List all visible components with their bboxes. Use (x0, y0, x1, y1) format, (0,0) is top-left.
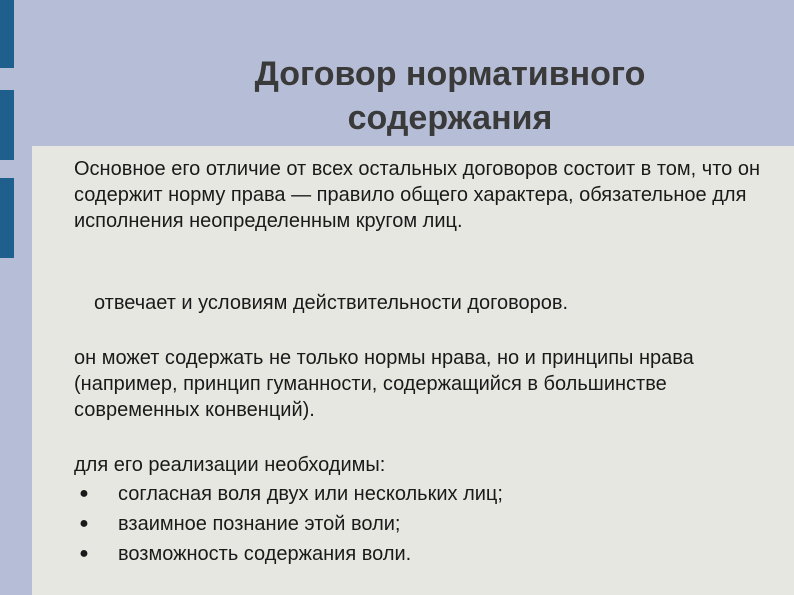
paragraph-requirements-intro: для его реализации необходимы: (74, 454, 386, 476)
list-item (74, 479, 774, 509)
list-item (74, 509, 774, 539)
accent-bar-top (0, 0, 14, 68)
paragraph-principles: он может содержать не только нормы нрава, но и принципы нрава (например, принцип гуманности, содержащийся в большинстве современных конвенций). (74, 347, 694, 421)
list-item-text: согласная воля двух или нескольких лиц; (118, 483, 503, 505)
slide-title (110, 52, 790, 140)
bullet-icon: ● (79, 545, 89, 562)
list-item-text: взаимное познание этой воли; (118, 513, 401, 535)
bullet-icon: ● (79, 485, 89, 502)
accent-bar-bottom (0, 178, 14, 258)
content-panel (32, 146, 794, 595)
bullet-icon: ● (79, 515, 89, 532)
requirements-list (74, 479, 774, 569)
list-item (74, 539, 774, 569)
slide-title-line2: содержания (347, 99, 553, 137)
paragraph-main-difference: Основное его отличие от всех остальных договоров состоит в том, что он содержит норму права — правило общего характера, обязательное для исполнения неопределенным кругом лиц. (74, 158, 760, 232)
list-item-text: возможность содержания воли. (118, 543, 412, 565)
paragraph-validity-conditions: отвечает и условиям действительности договоров. (94, 292, 569, 314)
slide-title-line1: Договор нормативного (254, 55, 646, 93)
accent-bar-middle (0, 90, 14, 160)
